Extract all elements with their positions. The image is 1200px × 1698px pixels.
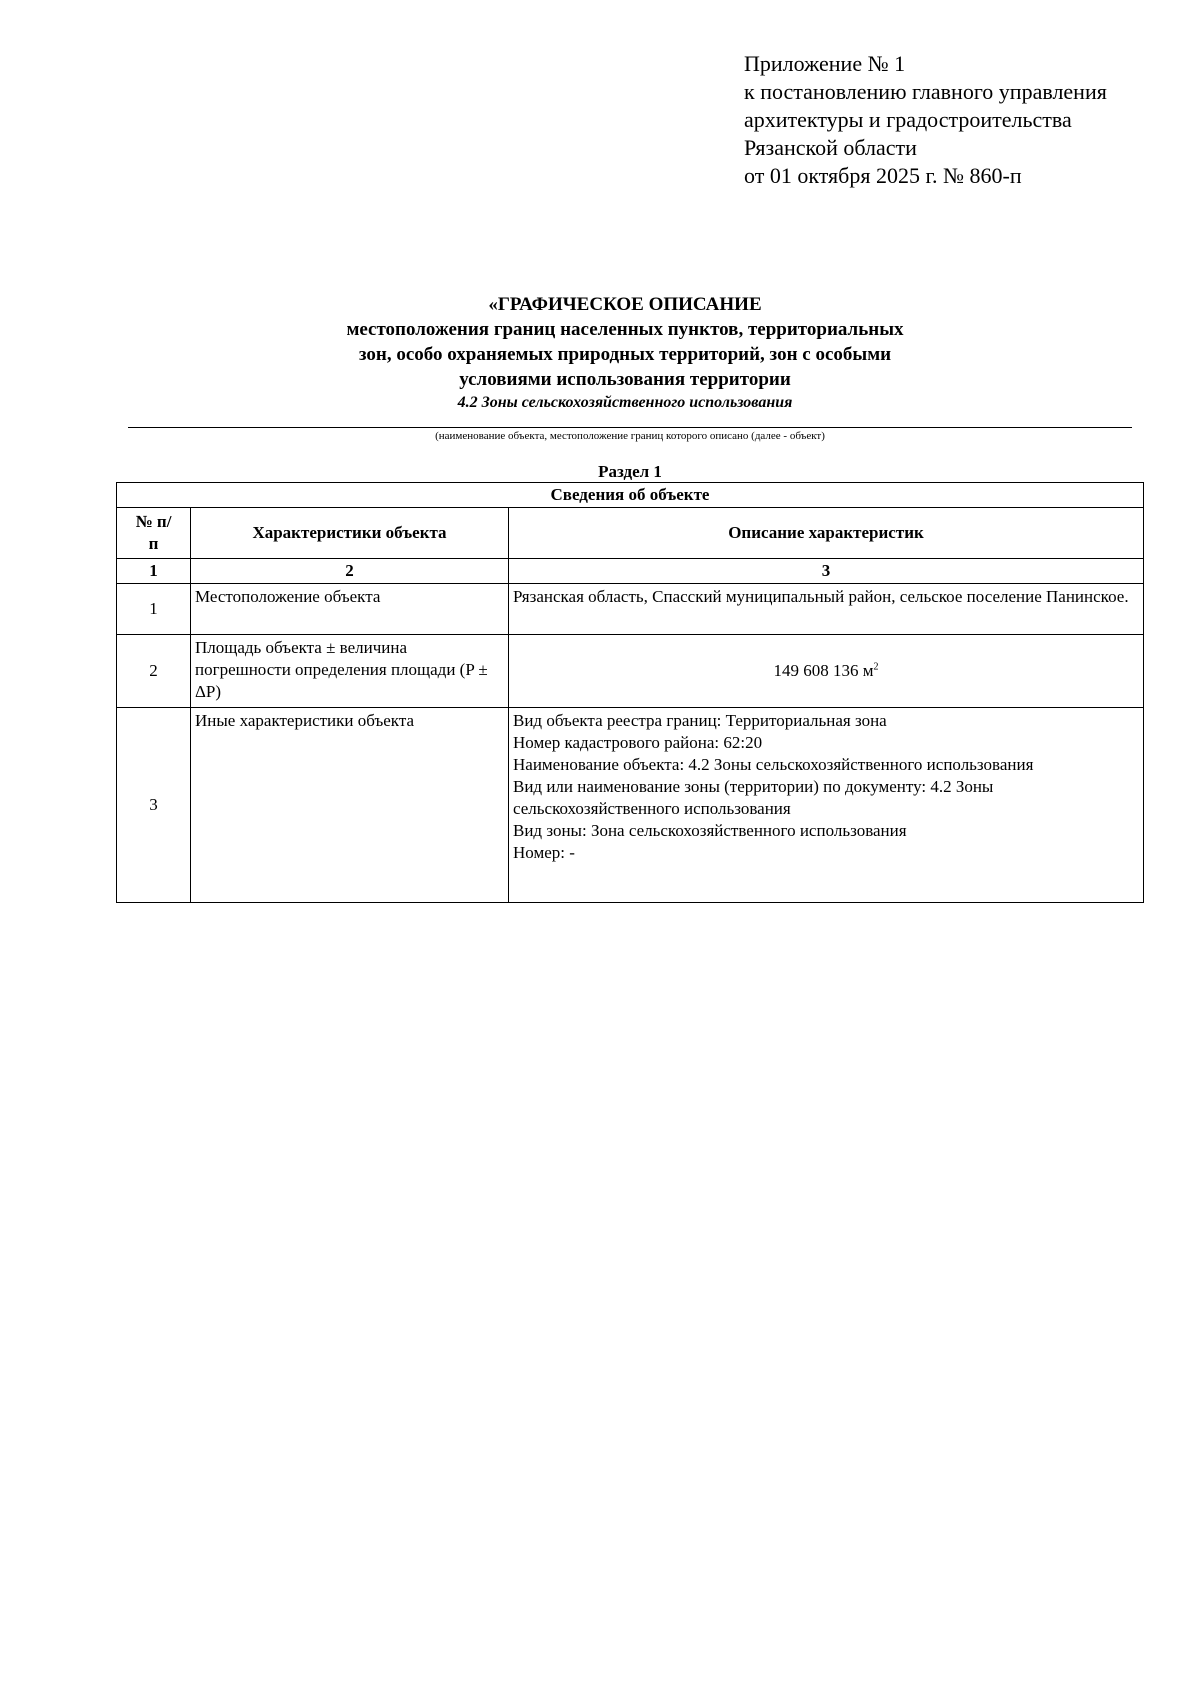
object-info-table <box>116 482 1144 903</box>
object-caption: (наименование объекта, местоположение границ которого описано (далее - объект) <box>435 430 825 442</box>
index-cell: 2 <box>191 559 509 584</box>
header-description: Описание характеристик <box>509 508 1144 559</box>
title-line: зон, особо охраняемых природных территорий, зон с особыми <box>358 344 892 365</box>
row-characteristic: Иные характеристики объекта <box>191 708 509 903</box>
appendix-line: от 01 октября 2025 г. № 860-п <box>744 163 1022 188</box>
row-details <box>509 708 1144 903</box>
underline-divider <box>128 427 1132 428</box>
appendix-header <box>744 50 1107 190</box>
detail-line: Вид зоны: Зона сельскохозяйственного использования <box>513 821 907 840</box>
row-number: 2 <box>117 635 191 708</box>
detail-line: Вид объекта реестра границ: Территориальная зона <box>513 711 887 730</box>
detail-line: Номер кадастрового района: 62:20 <box>513 733 763 752</box>
area-unit-sup: 2 <box>873 661 879 673</box>
area-value: 149 608 136 м <box>773 661 874 680</box>
table-row <box>117 584 1144 635</box>
header-characteristics: Характеристики объекта <box>191 508 509 559</box>
header-num-text: № п/п <box>135 512 172 553</box>
title-line: условиями использования территории <box>459 369 791 390</box>
table-title: Сведения об объекте <box>117 483 1144 508</box>
title-line: местоположения границ населенных пунктов, территориальных <box>346 319 904 340</box>
appendix-line: архитектуры и градостроительства <box>744 107 1072 132</box>
row-characteristic: Местоположение объекта <box>191 584 509 635</box>
row-description: Рязанская область, Спасский муниципальный район, сельское поселение Панинское. <box>509 584 1144 635</box>
table-row <box>117 708 1144 903</box>
detail-line: Вид или наименование зоны (территории) по документу: 4.2 Зоны сельскохозяйственного использования <box>513 777 994 818</box>
index-cell: 1 <box>117 559 191 584</box>
detail-line: Номер: - <box>513 843 575 862</box>
detail-line: Наименование объекта: 4.2 Зоны сельскохозяйственного использования <box>513 755 1034 774</box>
object-name: 4.2 Зоны сельскохозяйственного использования <box>457 394 793 411</box>
row-number: 3 <box>117 708 191 903</box>
row-area-value <box>509 635 1144 708</box>
appendix-line: Приложение № 1 <box>744 51 906 76</box>
title-line: «ГРАФИЧЕСКОЕ ОПИСАНИЕ <box>488 294 762 315</box>
row-characteristic: Площадь объекта ± величина погрешности определения площади (P ± ΔP) <box>191 635 509 708</box>
document-title <box>120 292 1130 414</box>
index-cell: 3 <box>509 559 1144 584</box>
row-number: 1 <box>117 584 191 635</box>
header-num <box>117 508 191 559</box>
appendix-line: Рязанской области <box>744 135 917 160</box>
section-label: Раздел 1 <box>598 462 662 481</box>
appendix-line: к постановлению главного управления <box>744 79 1107 104</box>
table-row <box>117 635 1144 708</box>
